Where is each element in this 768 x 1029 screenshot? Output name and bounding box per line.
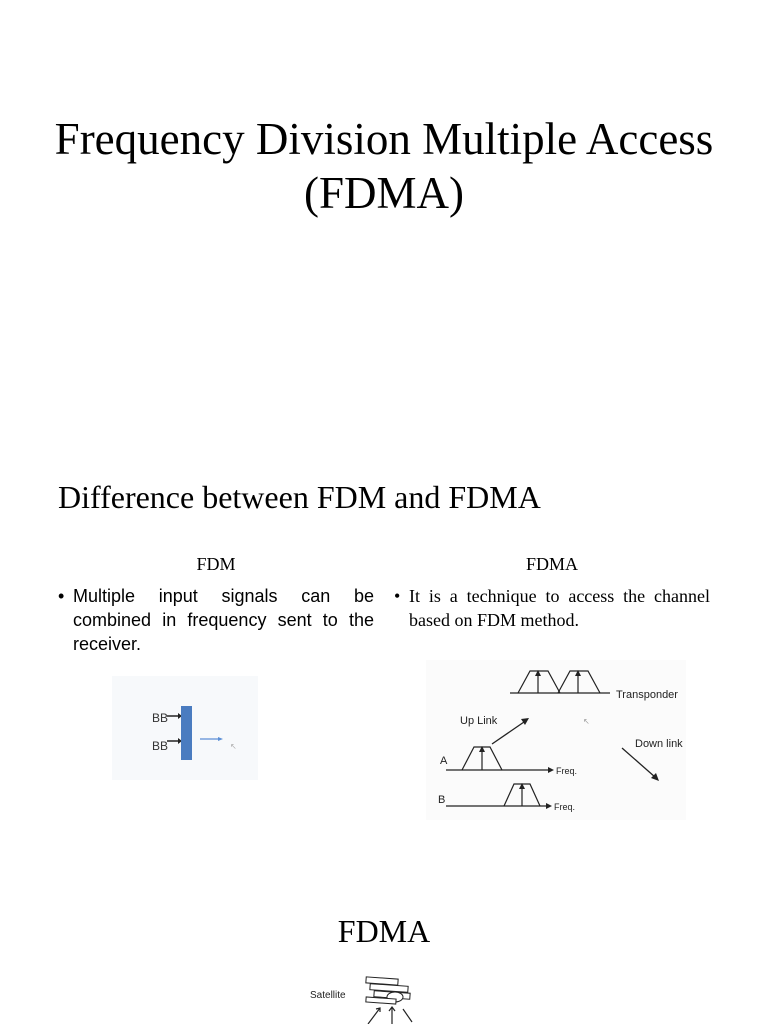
fdma-bullet-text: It is a technique to access the channel based on FDM method. [409,586,710,630]
satellite-icon [366,977,410,1004]
satellite-label: Satellite [310,990,346,1001]
fdma-heading: FDMA [525,554,578,574]
comparison-title: Difference between FDM and FDMA [58,479,541,515]
fdm-diagram [112,676,258,780]
freq-label-a: Freq. [556,766,578,776]
fdma-bullet [394,584,710,632]
fdm-input-label-2: BB [152,739,169,753]
satellite-link-arrows [368,1007,412,1024]
fdma-diagram [426,660,686,820]
freq-label-b: Freq. [554,802,576,812]
svg-text:↖: ↖ [583,717,590,726]
fdm-input-label-1: BB [152,711,169,725]
satellite-diagram [300,972,430,1024]
fdm-multiplexer-bar [181,706,192,760]
row-b-label: B [438,794,446,806]
svg-text:↖: ↖ [230,742,237,751]
bullet-dot: • [58,586,65,606]
fdma-section-title: FDMA [337,913,431,949]
fdm-bullet [58,584,374,656]
bullet-dot: • [394,586,401,606]
slide-title: Frequency Division Multiple Access (FDMA) [54,114,714,218]
down-link-label: Down link [635,738,683,750]
fdm-bullet-text: Multiple input signals can be combined in frequency sent to the receiver. [73,586,374,654]
transponder-label: Transponder [616,689,678,701]
fdm-heading: FDM [196,554,236,574]
row-a-label: A [440,755,448,767]
up-link-label: Up Link [460,715,498,727]
